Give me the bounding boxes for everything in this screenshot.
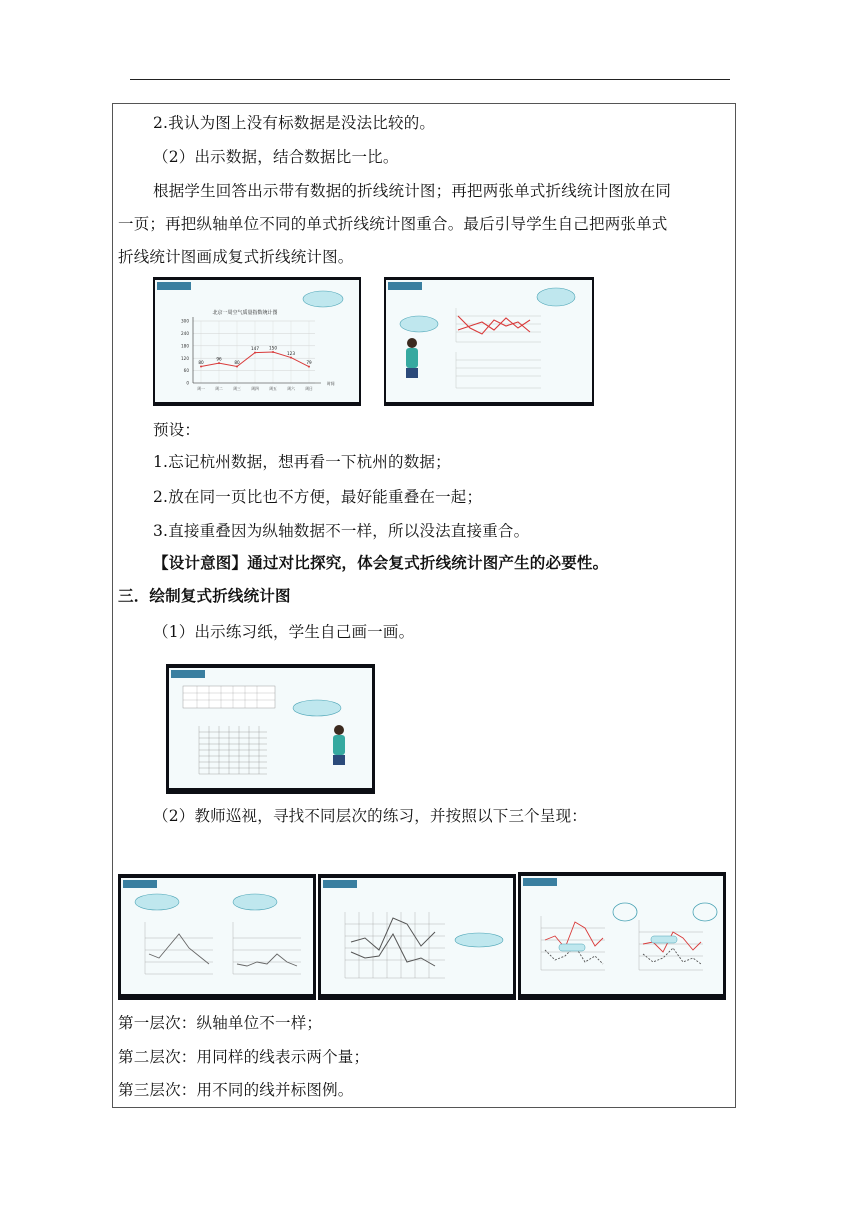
y-tick-label: 0 xyxy=(186,380,189,386)
data-point xyxy=(308,366,310,368)
speech-bubble xyxy=(400,316,438,332)
student-work-illustration xyxy=(121,878,313,994)
lesson-screenshot-two-charts xyxy=(384,277,594,406)
slide-tag xyxy=(157,282,191,290)
data-point xyxy=(218,362,220,364)
data-label: 147 xyxy=(251,346,259,352)
paragraph: 折线统计图画成复式折线统计图。 xyxy=(118,248,354,266)
student-work-illustration xyxy=(321,878,513,994)
lesson-screenshot-level-three xyxy=(518,872,726,1000)
teacher-legs xyxy=(406,368,418,378)
student-work-illustration xyxy=(521,876,723,994)
slide-tag xyxy=(523,878,557,886)
teacher-head xyxy=(334,725,344,735)
lesson-screenshot-practice-sheet xyxy=(166,664,375,794)
lesson-screenshot-level-two xyxy=(318,874,516,1000)
line-series xyxy=(149,934,209,964)
x-tick-label: 周五 xyxy=(269,386,277,391)
teacher-body xyxy=(333,735,345,755)
y-tick-label: 60 xyxy=(183,368,189,374)
chart-title: 北京一周空气质量指数统计图 xyxy=(212,310,278,316)
legend-circle xyxy=(693,903,717,921)
y-tick-label: 240 xyxy=(181,331,189,336)
paragraph: 预设： xyxy=(153,421,201,439)
teacher-head xyxy=(407,338,417,348)
x-tick-label: 周一 xyxy=(197,386,205,391)
level-item: 第三层次：用不同的线并标图例。 xyxy=(118,1081,354,1099)
practice-sheet-illustration xyxy=(169,668,372,788)
x-tick-label: 周六 xyxy=(287,386,295,391)
line-series xyxy=(237,954,297,966)
paragraph: （2）出示数据，结合数据比一比。 xyxy=(153,148,399,166)
x-axis-label: 时间 xyxy=(327,381,335,386)
x-tick-label: 周二 xyxy=(215,386,223,391)
slide-tag xyxy=(171,670,205,678)
data-label: 80 xyxy=(198,359,204,365)
slide-tag xyxy=(123,880,157,888)
paragraph: 3.直接重叠因为纵轴数据不一样，所以没法直接重合。 xyxy=(153,522,530,540)
speech-bubble xyxy=(303,291,343,307)
teacher-legs xyxy=(333,755,345,765)
design-intent: 【设计意图】通过对比探究，体会复式折线统计图产生的必要性。 xyxy=(153,553,609,572)
data-label: 123 xyxy=(287,351,295,357)
paragraph: 2.我认为图上没有标数据是没法比较的。 xyxy=(153,114,436,132)
paragraph: 根据学生回答出示带有数据的折线统计图；再把两张单式折线统计图放在同 xyxy=(153,182,672,200)
data-point xyxy=(254,352,256,354)
speech-bubble xyxy=(135,894,179,910)
data-label: 150 xyxy=(269,345,277,351)
header-rule xyxy=(130,79,730,80)
paragraph: （1）出示练习纸，学生自己画一画。 xyxy=(153,623,415,641)
callout xyxy=(559,944,585,951)
paragraph: 1.忘记杭州数据，想再看一下杭州的数据； xyxy=(153,453,451,471)
speech-bubble xyxy=(293,700,341,716)
line-chart xyxy=(155,280,359,402)
data-point xyxy=(236,365,238,367)
paragraph: （2）教师巡视，寻找不同层次的练习，并按照以下三个呈现： xyxy=(153,807,587,825)
slide-tag xyxy=(388,282,422,290)
data-label: 79 xyxy=(306,360,312,366)
y-tick-label: 180 xyxy=(181,343,189,349)
speech-bubble xyxy=(537,288,575,306)
x-tick-label: 周日 xyxy=(305,386,313,391)
speech-bubble xyxy=(455,933,503,947)
paragraph: 一页；再把纵轴单位不同的单式折线统计图重合。最后引导学生自己把两张单式 xyxy=(118,215,668,233)
paragraph: 2.放在同一页比也不方便，最好能重叠在一起； xyxy=(153,488,483,506)
x-tick-label: 周三 xyxy=(233,386,241,391)
level-item: 第二层次：用同样的线表示两个量； xyxy=(118,1048,370,1066)
data-point xyxy=(272,351,274,353)
data-point xyxy=(290,357,292,359)
speech-bubble xyxy=(233,894,277,910)
data-table xyxy=(183,686,275,708)
lesson-screenshot-level-one xyxy=(118,874,316,1000)
data-point xyxy=(200,365,202,367)
two-charts-illustration xyxy=(386,280,592,402)
slide-tag xyxy=(323,880,357,888)
y-tick-label: 120 xyxy=(181,355,189,361)
line-series xyxy=(458,316,530,334)
y-tick-label: 300 xyxy=(181,318,189,324)
legend-circle xyxy=(613,903,637,921)
lesson-screenshot-line-chart xyxy=(153,277,361,406)
level-item: 第一层次：纵轴单位不一样； xyxy=(118,1014,323,1032)
callout xyxy=(651,936,677,943)
section-heading: 三．绘制复式折线统计图 xyxy=(118,586,291,605)
data-label: 80 xyxy=(234,359,240,365)
x-tick-label: 周四 xyxy=(251,386,259,391)
data-label: 96 xyxy=(216,356,222,362)
teacher-body xyxy=(406,348,418,368)
